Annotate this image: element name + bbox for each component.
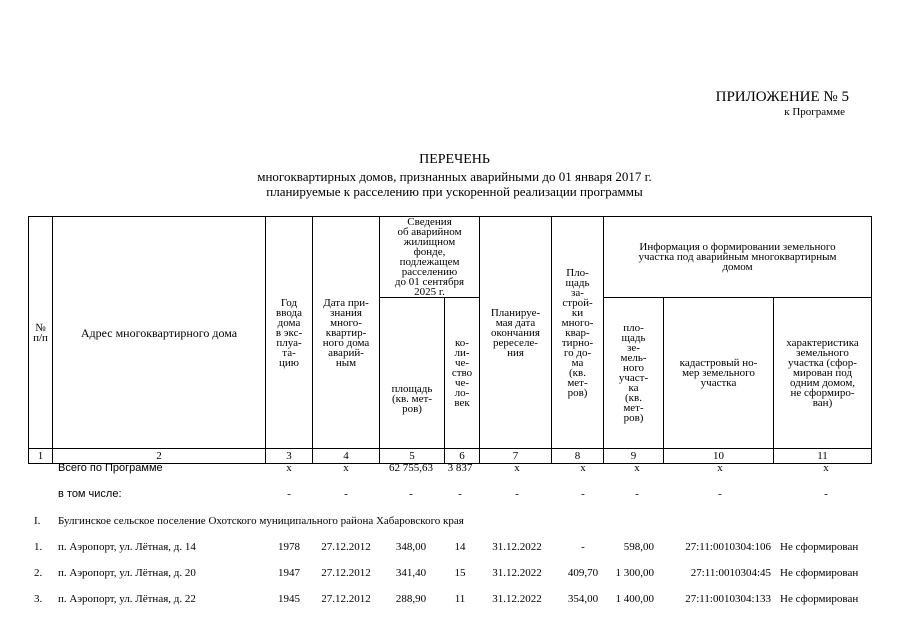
- column-number: 8: [552, 449, 604, 464]
- header-cadastral: кадастровый но- мер земельного участка: [664, 298, 774, 449]
- row-resettle: 31.12.2022: [492, 541, 542, 553]
- column-number: 5: [380, 449, 445, 464]
- row-recognized: 27.12.2012: [321, 567, 371, 579]
- header-fund: Сведения об аварийном жилищном фонде, подлежащем расселению до 01 сентября 2025 г.: [380, 217, 480, 298]
- summary-total-area: 62 755,63: [389, 462, 433, 474]
- header-recognized: Дата при- знания много- квартир- ного дома аварий- ным: [313, 217, 380, 449]
- column-number: 2: [53, 449, 266, 464]
- row-characteristic: Не сформирован: [780, 541, 859, 553]
- row-characteristic: Не сформирован: [780, 567, 859, 579]
- row-area: 348,00: [395, 541, 427, 553]
- appendix-subtitle: к Программе: [784, 106, 845, 118]
- summary-including-characteristic: -: [824, 488, 828, 500]
- document-subtitle-line2: планируемые к расселению при ускоренной реализации программы: [266, 184, 643, 199]
- summary-total-people: 3 837: [447, 462, 473, 474]
- summary-total-row: [0, 460, 905, 476]
- row-land-area: 1 400,00: [615, 593, 654, 605]
- header-table: [28, 216, 872, 464]
- header-land-area: пло- щадь зе- мель- ного участ- ка (кв. мет- ров): [604, 298, 664, 449]
- summary-including-recognized: -: [344, 488, 348, 500]
- appendix-label: [716, 90, 849, 118]
- table-row: [0, 539, 905, 555]
- summary-total-characteristic: х: [823, 462, 829, 474]
- section-row: [0, 513, 905, 529]
- header-year: Год ввода дома в экс- плуа- та- цию: [266, 217, 313, 449]
- summary-total-cadastral: х: [717, 462, 723, 474]
- summary-including-land-area: -: [635, 488, 639, 500]
- row-cadastral: 27:11:0010304:133: [685, 593, 771, 605]
- table-row: [0, 565, 905, 581]
- row-address: п. Аэропорт, ул. Лётная, д. 22: [58, 593, 196, 605]
- summary-including-cadastral: -: [718, 488, 722, 500]
- row-area: 341,40: [395, 567, 427, 579]
- row-area: 288,90: [395, 593, 427, 605]
- column-number: 7: [480, 449, 552, 464]
- document-title: ПЕРЕЧЕНЬ: [419, 152, 490, 167]
- summary-including-resettle: -: [515, 488, 519, 500]
- summary-including-label: в том числе:: [58, 488, 122, 500]
- header-characteristic: характеристика земельного участка (сфор- мирован под одним домом, не сформиро- ван): [774, 298, 872, 449]
- section-title: Булгинское сельское поселение Охотского муниципального района Хабаровского края: [58, 515, 464, 527]
- summary-total-house-area: х: [580, 462, 586, 474]
- column-number: 1: [29, 449, 53, 464]
- row-people: 15: [454, 567, 466, 579]
- summary-total-year: х: [286, 462, 292, 474]
- column-number: 9: [604, 449, 664, 464]
- row-resettle: 31.12.2022: [492, 567, 542, 579]
- row-address: п. Аэропорт, ул. Лётная, д. 20: [58, 567, 196, 579]
- header-resettle-date: Планируе- мая дата окончания pереселе- ния: [480, 217, 552, 449]
- header-fund-area: площадь (кв. мет- ров): [380, 298, 445, 449]
- header-fund-people: ко- ли- че- ство че- ло- век: [445, 298, 480, 449]
- row-year: 1945: [278, 593, 300, 605]
- document-subtitle-line1: многоквартирных домов, признанных аварийными до 01 января 2017 г.: [257, 169, 652, 184]
- section-number: I.: [34, 515, 41, 527]
- column-number: 3: [266, 449, 313, 464]
- row-number: 2.: [34, 567, 43, 579]
- header-land-info: Информация о формировании земельного участка под аварийным многоквартирным домом: [604, 217, 872, 298]
- document-heading: [0, 150, 905, 199]
- row-land-area: 598,00: [623, 541, 654, 553]
- summary-total-resettle: х: [514, 462, 520, 474]
- summary-total-label: Всего по Программе: [58, 462, 163, 474]
- row-people: 11: [454, 593, 466, 605]
- row-land-area: 1 300,00: [615, 567, 654, 579]
- row-cadastral: 27:11:0010304:45: [690, 567, 771, 579]
- row-year: 1947: [278, 567, 300, 579]
- row-number: 3.: [34, 593, 43, 605]
- row-house-area: 354,00: [567, 593, 599, 605]
- summary-including-year: -: [287, 488, 291, 500]
- header-num: № п/п: [29, 217, 53, 449]
- appendix-title: ПРИЛОЖЕНИЕ № 5: [715, 89, 849, 105]
- summary-including-house-area: -: [581, 488, 585, 500]
- row-address: п. Аэропорт, ул. Лётная, д. 14: [58, 541, 196, 553]
- column-number: 11: [774, 449, 872, 464]
- row-people: 14: [454, 541, 466, 553]
- table-row: [0, 591, 905, 607]
- summary-total-land-area: х: [634, 462, 640, 474]
- header-house-area: Пло- щадь за- строй- ки много- квар- тирно- го до- ма (кв. мет- ров): [552, 217, 604, 449]
- row-cadastral: 27:11:0010304:106: [685, 541, 771, 553]
- row-house-area: -: [581, 541, 585, 553]
- summary-including-row: [0, 486, 905, 502]
- row-characteristic: Не сформирован: [780, 593, 859, 605]
- column-number: 6: [445, 449, 480, 464]
- column-number: 4: [313, 449, 380, 464]
- row-number: 1.: [34, 541, 43, 553]
- row-year: 1978: [278, 541, 300, 553]
- header-address: Адрес многоквартирного дома: [53, 217, 266, 449]
- row-resettle: 31.12.2022: [492, 593, 542, 605]
- row-recognized: 27.12.2012: [321, 593, 371, 605]
- column-number: 10: [664, 449, 774, 464]
- summary-including-area: -: [409, 488, 413, 500]
- row-recognized: 27.12.2012: [321, 541, 371, 553]
- summary-including-people: -: [458, 488, 462, 500]
- row-house-area: 409,70: [567, 567, 599, 579]
- summary-total-recognized: х: [343, 462, 349, 474]
